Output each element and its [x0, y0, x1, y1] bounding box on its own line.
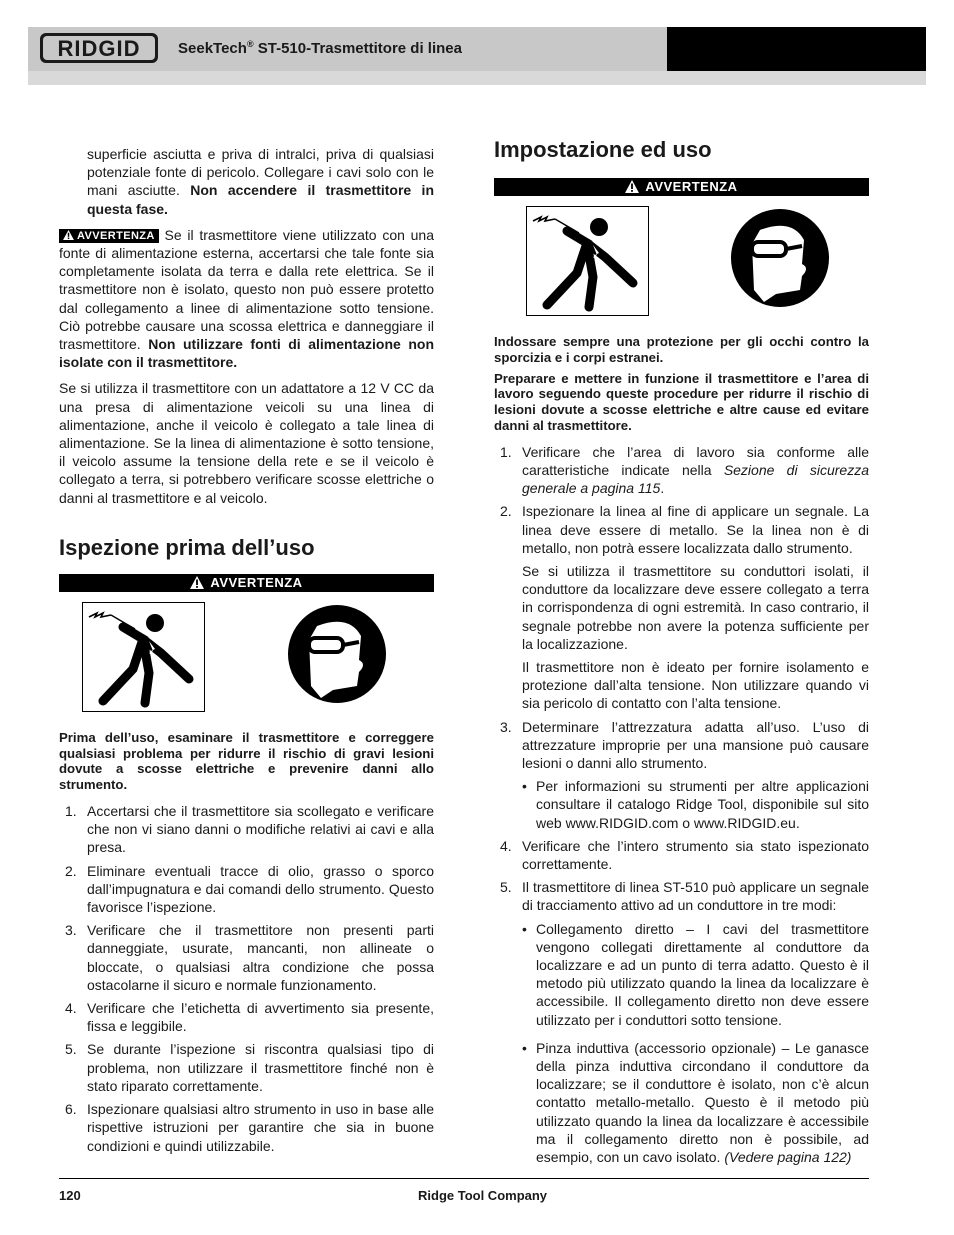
list-item [494, 837, 869, 873]
svg-text:RIDGID: RIDGID [57, 36, 141, 61]
bullet-dot: • [522, 920, 527, 937]
list-item [59, 921, 434, 994]
list-item [494, 502, 869, 712]
registered-mark: ® [246, 39, 254, 49]
step-number: 5. [65, 1041, 77, 1058]
warning-bar-text: AVVERTENZA [645, 179, 738, 194]
safety-glasses-icon [730, 206, 830, 310]
header-black-block [667, 27, 926, 71]
step-number: 2. [65, 862, 77, 879]
pictogram-row [494, 206, 869, 326]
step-number: 3. [500, 718, 512, 735]
inspection-note: Prima dell’uso, esaminare il trasmettitore e correggere qualsiasi problema per ridurre il rischio di gravi lesioni dovute a scosse elettriche e prevenire danni allo strumento. [59, 729, 434, 793]
bullet-item [522, 777, 869, 832]
safety-glasses-icon [287, 602, 387, 706]
warning-triangle-icon [625, 180, 639, 193]
header-shadow [28, 71, 926, 85]
bullet-list [522, 920, 869, 1167]
step-subparagraph: Il trasmettitore non è ideato per fornire isolamento e protezione dall’alta tensione. Non utilizzare quando vi sia pericolo di contatto con l’alta tensione. [522, 659, 869, 712]
electric-shock-icon [526, 206, 649, 316]
step-text: Ispezionare qualsiasi altro strumento in uso in base alle rispettive istruzioni per garantire che sia in buone condizioni e quindi utilizzabile. [87, 1101, 434, 1154]
inspection-steps [59, 802, 434, 1155]
list-item [494, 443, 869, 498]
bullet-item [522, 1039, 869, 1166]
warning-triangle-icon [63, 230, 74, 240]
page-number: 120 [59, 1188, 81, 1203]
footer-rule [59, 1178, 869, 1179]
warning-bar [494, 178, 869, 196]
section-title-setup: Impostazione ed uso [494, 137, 712, 162]
left-column [59, 145, 434, 1160]
intro-text: superficie asciutta e priva di intralci, priva di qualsiasi potenziale fonte di pericolo. Collegare i cavi solo con le mani asciutte. [87, 146, 434, 199]
step-number: 4. [500, 837, 512, 854]
ridgid-logo [40, 33, 158, 63]
intro-paragraph [59, 145, 434, 218]
inline-warning-label [59, 229, 159, 243]
step-number: 1. [500, 443, 512, 460]
list-item [59, 802, 434, 857]
step-text-end: . [660, 480, 665, 497]
setup-note: Preparare e mettere in funzione il trasmettitore e l’area di lavoro seguendo queste procedure per ridurre il rischio di lesioni dovute a scosse elettriche e altre cause ed evitare danni al trasmettitore. [494, 370, 869, 433]
bullet-text: Collegamento diretto – I cavi del trasmettitore vengono collegati direttamente al conduttore da localizzare e ad un punto di terra adatto. Questo è il metodo più utilizzato quando la linea da localizzare è accessibile. Il collegamento diretto non deve essere utilizzato per i conduttori sotto tensione. [536, 920, 869, 1028]
step-number: 5. [500, 879, 512, 896]
warning-triangle-icon [190, 576, 204, 589]
step-number: 2. [500, 503, 512, 520]
list-item [59, 1100, 434, 1155]
header-title [178, 39, 462, 57]
step-number: 3. [65, 922, 77, 939]
warning-bar-text: AVVERTENZA [210, 574, 303, 590]
step-number: 4. [65, 1000, 77, 1017]
header-product: SeekTech [178, 40, 247, 57]
vehicle-paragraph: Se si utilizza il trasmettitore con un adattatore a 12 V CC da una presa di alimentazione veicoli su una linea di alimentazione, anche il veicolo è collegato a tale linea di alimentazione. Se la linea di alimentazione è sotto tensione, il veicolo assume la tensione della rete e se il veicolo è collegato a terra, si potrebbero verificare scosse elettriche o danni al trasmettitore e al veicolo. [59, 380, 434, 506]
setup-steps [494, 443, 869, 1167]
bullet-dot: • [522, 778, 527, 795]
warning-bold: Non utilizzare fonti di alimentazione non isolate con il trasmettitore. [59, 336, 434, 371]
inline-warning-paragraph [59, 226, 434, 372]
bullet-dot: • [522, 1039, 527, 1056]
intro-bold: Non accendere il trasmettitore in questa fase. [87, 182, 435, 217]
step-text: Accertarsi che il trasmettitore sia scollegato e verificare che non vi siano danni o modifiche relativi ai cavi e alla presa. [87, 803, 434, 856]
step-text: Verificare che il trasmettitore non presenti parti danneggiate, usurate, mancanti, non allineate o bloccate, o qualsiasi altra condizione che possa ostacolarne il sicuro e normale funzionamento. [87, 922, 434, 993]
bullet-list [522, 777, 869, 832]
step-reference: Sezione di sicurezza generale a pagina 115 [522, 461, 869, 497]
footer-company: Ridge Tool Company [418, 1188, 548, 1203]
step-text: Se durante l’ispezione si riscontra qualsiasi tipo di problema, non utilizzare il trasmettitore finché non è stato riparato correttamente. [87, 1041, 434, 1094]
bullet-item [522, 920, 869, 1029]
list-item [59, 862, 434, 917]
step-text: Eliminare eventuali tracce di olio, grasso o sporco dall’impugnatura e dai comandi dello strumento. Questo favorisce l’ispezione. [87, 862, 434, 916]
step-text: Ispezionare la linea al fine di applicare un segnale. La linea deve essere di metallo. Se la linea non è di metallo, non potrà essere localizzata dallo strumento. [522, 503, 869, 556]
step-subparagraph: Se si utilizza il trasmettitore su conduttori isolati, il conduttore da localizzare deve essere collegato a terra in corrispondenza di ogni estremità. In caso contrario, il segnale potrebbe non avere la potenza sufficiente per la localizzazione. [522, 563, 869, 652]
list-item [59, 1040, 434, 1095]
warning-text: Se il trasmettitore viene utilizzato con una fonte di alimentazione esterna, accertarsi che tale fonte sia completamente isolata da terra e dalla rete elettrica. Se il trasmettitore non è isolato, questo non può essere protetto dal collegamento a linee di alimentazione sotto tensione. Ciò potrebbe causare una scossa elettrica e danneggiare il trasmettitore. [59, 226, 434, 353]
step-number: 1. [65, 803, 77, 820]
step-text: Verificare che l’etichetta di avvertimento sia presente, fissa e leggibile. [87, 1000, 434, 1035]
header-doc-title: ST-510-Trasmettitore di linea [257, 40, 462, 57]
list-item [494, 878, 869, 1166]
step-number: 6. [65, 1101, 77, 1118]
bullet-text: Per informazioni su strumenti per altre applicazioni consultare il catalogo Ridge Tool, disponibile sul sito web www.RIDGID.com o www.RIDGID.eu. [536, 778, 869, 831]
step-text: Determinare l’attrezzatura adatta all’uso. L’uso di attrezzature improprie per una mansione può causare lesioni o danni allo strumento. [522, 718, 869, 772]
eye-protection-note: Indossare sempre una protezione per gli occhi contro la sporcizia e i corpi estranei. [494, 334, 869, 365]
list-item [494, 718, 869, 832]
inline-warning-text: AVVERTENZA [77, 229, 155, 242]
bullet-text: Pinza induttiva (accessorio opzionale) – Le ganasce della pinza induttiva circondano il conduttore da localizzare; se il conduttore è isolato, non c’è alcun contatto metallo-metallo. Questo è il metodo più utilizzato quando la linea da localizzare è accessibile ma il collegamento diretto non è possibile, ad esempio, con un cavo isolato. [536, 1039, 869, 1166]
bullet-reference: (Vedere pagina 122) [724, 1149, 852, 1166]
warning-bar [59, 574, 434, 592]
pictogram-row [59, 602, 434, 722]
step-text: Verificare che l’area di lavoro sia conforme alle caratteristiche indicate nella [522, 443, 869, 478]
list-item [59, 999, 434, 1035]
step-text: Verificare che l’intero strumento sia stato ispezionato correttamente. [522, 837, 869, 873]
section-title-inspection: Ispezione prima dell’uso [59, 534, 315, 560]
right-column [494, 137, 869, 1171]
electric-shock-icon [82, 602, 205, 712]
step-text: Il trasmettitore di linea ST-510 può applicare un segnale di tracciamento attivo ad un conduttore in tre modi: [522, 879, 869, 914]
